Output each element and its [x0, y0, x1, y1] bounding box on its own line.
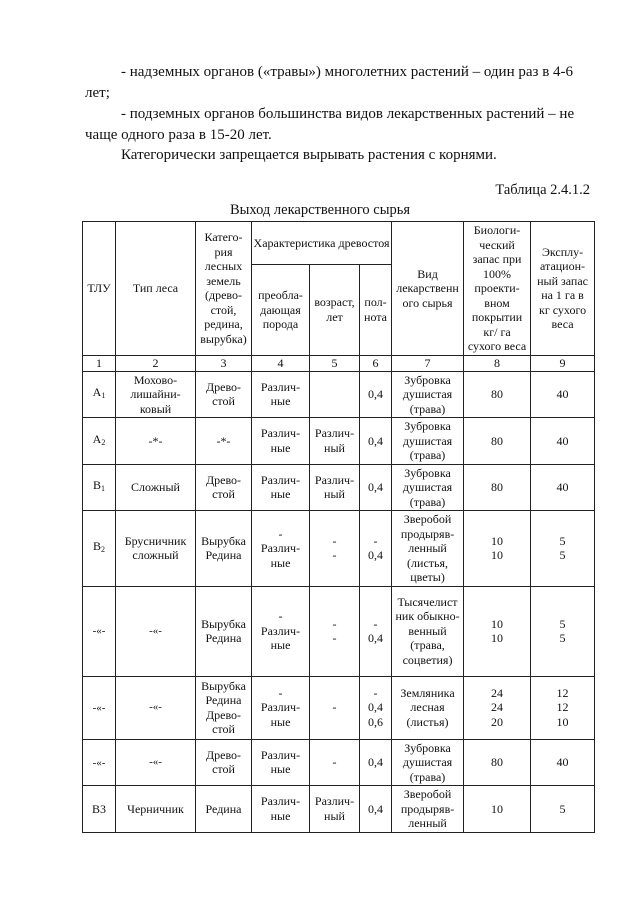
cell-forest-type: -«- [116, 739, 196, 786]
cell-forest-type: -«- [116, 586, 196, 676]
col-number-5: 5 [310, 355, 360, 371]
cell-tlu [83, 676, 116, 739]
cell-forest-type: Брусничник сложный [116, 511, 196, 587]
tlu-letter: -«- [92, 625, 106, 638]
tlu-letter: -«- [92, 756, 106, 769]
table-row [83, 511, 595, 587]
col-number-8: 8 [464, 355, 531, 371]
cell-land-category: Вырубка Редина [196, 586, 252, 676]
cell-bio-stock: 10 10 [464, 586, 531, 676]
table-row [83, 586, 595, 676]
cell-land-category: Древо- стой [196, 464, 252, 511]
cell-dominant-species: Различ- ные [252, 786, 310, 833]
cell-forest-type: Мохово- лишайни- ковый [116, 371, 196, 418]
cell-exploit-stock: 5 5 [531, 511, 595, 587]
cell-tlu [83, 739, 116, 786]
cell-exploit-stock: 5 5 [531, 586, 595, 676]
cell-land-category: Редина [196, 786, 252, 833]
cell-dominant-species: - Различ- ные [252, 586, 310, 676]
paragraph-line-5: Категорически запрещается вырывать растения с корнями. [121, 147, 497, 163]
cell-density: 0,4 [360, 418, 392, 465]
cell-land-category: Древо- стой [196, 371, 252, 418]
tlu-subscript: 1 [101, 484, 105, 493]
tlu-letter: В [92, 478, 101, 492]
header-forest-type: Тип леса [116, 222, 196, 356]
header-row-top [83, 222, 595, 265]
cell-raw-type: Зубровка душистая (трава) [392, 418, 464, 465]
cell-land-category: -*- [196, 418, 252, 465]
table-row [83, 371, 595, 418]
cell-dominant-species: Различ- ные [252, 464, 310, 511]
cell-bio-stock: 80 [464, 418, 531, 465]
cell-tlu [83, 586, 116, 676]
tlu-subscript: 2 [101, 437, 106, 447]
cell-age: Различ- ный [310, 464, 360, 511]
cell-age: Различ- ный [310, 786, 360, 833]
cell-raw-type: Тысячелист ник обыкно- венный (трава, соцветия) [392, 586, 464, 676]
cell-raw-type: Зубровка душистая (трава) [392, 739, 464, 786]
header-stand-characteristics: Характеристика древостоя [252, 222, 392, 265]
header-raw-type: Вид лекарственн ого сырья [392, 222, 464, 356]
header-bio-stock: Биологи- ческий запас при 100% проекти- вном покрытии кг/ га сухого веса [464, 222, 531, 356]
cell-bio-stock: 80 [464, 371, 531, 418]
cell-raw-type: Зверобой продыряв- ленный [392, 786, 464, 833]
cell-raw-type: Зубровка душистая (трава) [392, 464, 464, 511]
medicinal-raw-yield-table [82, 221, 595, 833]
cell-land-category: Вырубка Редина [196, 511, 252, 587]
col-number-1: 1 [83, 355, 116, 371]
cell-tlu [83, 464, 116, 511]
cell-density: - 0,4 0,6 [360, 676, 392, 739]
header-exploit-stock: Эксплу- атацион- ный запас на 1 га в кг сухого веса [531, 222, 595, 356]
cell-age [310, 371, 360, 418]
cell-bio-stock: 80 [464, 739, 531, 786]
table-body [83, 371, 595, 832]
cell-forest-type: -*- [116, 418, 196, 465]
tlu-letter: -«- [92, 701, 106, 714]
cell-land-category: Древо- стой [196, 739, 252, 786]
cell-exploit-stock: 5 [531, 786, 595, 833]
cell-raw-type: Земляника лесная (листья) [392, 676, 464, 739]
tlu-letter: В [92, 539, 101, 553]
header-density: пол- нота [360, 265, 392, 355]
paragraph-line-1: - надземных органов («травы») многолетних растений – один раз в 4-6 [121, 64, 574, 80]
table-row [83, 464, 595, 511]
cell-density: 0,4 [360, 371, 392, 418]
cell-raw-type: Зверобой продыряв- ленный (листья, цветы) [392, 511, 464, 587]
cell-land-category: Вырубка Редина Древо- стой [196, 676, 252, 739]
cell-bio-stock: 10 [464, 786, 531, 833]
cell-density: - 0,4 [360, 586, 392, 676]
cell-density: 0,4 [360, 786, 392, 833]
col-number-2: 2 [116, 355, 196, 371]
table-row [83, 418, 595, 465]
cell-density: 0,4 [360, 739, 392, 786]
table-title: Выход лекарственного сырья [229, 202, 411, 218]
table-row [83, 739, 595, 786]
paragraph-line-3: - подземных органов большинства видов лекарственных растений – не [121, 106, 575, 122]
table-row [83, 786, 595, 833]
cell-exploit-stock: 40 [531, 739, 595, 786]
col-number-3: 3 [196, 355, 252, 371]
cell-tlu [83, 418, 116, 465]
paragraph-line-2: лет; [85, 85, 110, 101]
cell-dominant-species: Различ- ные [252, 418, 310, 465]
header-land-category: Катего- рия лесных земель (древо- стой, редина, вырубка) [196, 222, 252, 356]
column-number-row [83, 355, 595, 371]
cell-tlu [83, 786, 116, 833]
cell-age: - - [310, 586, 360, 676]
cell-age: Различ- ный [310, 418, 360, 465]
cell-bio-stock: 24 24 20 [464, 676, 531, 739]
paragraph-line-4: чаще одного раза в 15-20 лет. [85, 127, 272, 143]
cell-exploit-stock: 40 [531, 418, 595, 465]
header-dominant-species: преобла- дающая порода [252, 265, 310, 355]
cell-density: - 0,4 [360, 511, 392, 587]
cell-age: - [310, 739, 360, 786]
cell-exploit-stock: 40 [531, 464, 595, 511]
col-number-7: 7 [392, 355, 464, 371]
cell-tlu [83, 511, 116, 587]
cell-raw-type: Зубровка душистая (трава) [392, 371, 464, 418]
table-row [83, 676, 595, 739]
header-tlu: ТЛУ [83, 222, 116, 356]
cell-exploit-stock: 12 12 10 [531, 676, 595, 739]
header-age: возраст, лет [310, 265, 360, 355]
cell-dominant-species: Различ- ные [252, 371, 310, 418]
tlu-subscript: 1 [101, 391, 106, 400]
table-number: Таблица 2.4.1.2 [495, 182, 590, 198]
col-number-4: 4 [252, 355, 310, 371]
col-number-9: 9 [531, 355, 595, 371]
cell-bio-stock: 80 [464, 464, 531, 511]
cell-dominant-species: Различ- ные [252, 739, 310, 786]
cell-dominant-species: - Различ- ные [252, 676, 310, 739]
cell-forest-type: Черничник [116, 786, 196, 833]
tlu-letter: В3 [91, 801, 106, 816]
tlu-subscript: 2 [101, 545, 105, 554]
cell-forest-type: Сложный [116, 464, 196, 511]
col-number-6: 6 [360, 355, 392, 371]
cell-age: - - [310, 511, 360, 587]
cell-exploit-stock: 40 [531, 371, 595, 418]
cell-age: - [310, 676, 360, 739]
cell-tlu [83, 371, 116, 418]
cell-forest-type: -«- [116, 676, 196, 739]
cell-density: 0,4 [360, 464, 392, 511]
cell-dominant-species: - Различ- ные [252, 511, 310, 587]
cell-bio-stock: 10 10 [464, 511, 531, 587]
tlu-letter: А [92, 385, 102, 399]
tlu-letter: А [92, 431, 102, 446]
